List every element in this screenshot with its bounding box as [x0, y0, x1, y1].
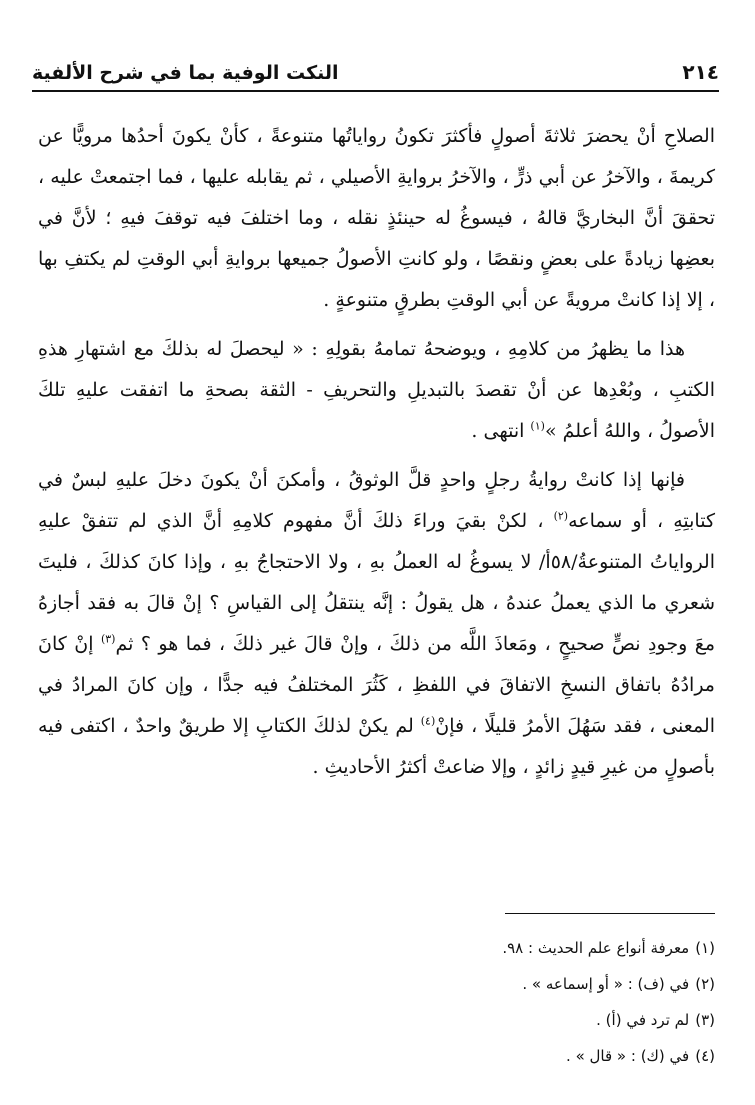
footnote-reference-2: (٢)	[553, 509, 569, 523]
paragraph-2-ending: انتهى .	[471, 420, 531, 442]
paragraph-3-text-a: فإنها إذا كانتْ روايةُ رجلٍ واحدٍ قلَّ الوثوقُ ، وأمكنَ أنْ يكونَ دخلَ عليهِ لبسٌ في كتابتِهِ ، أو سماعه	[38, 469, 715, 532]
page-header	[32, 50, 719, 92]
footnote-separator	[505, 913, 715, 914]
footnote-text: معرفة أنواع علم الحديث : ٩٨.	[502, 939, 690, 957]
paragraph-3-text-b: ، لكنْ بقيَ وراءَ ذلكَ أنَّ مفهوم كلامِهِ أنَّ الذي لم تتفقْ عليهِ الرواياتُ المتنوعةُ/٥٨أ/ لا يسوغُ له العملُ بهِ ، ولا الاحتجاجُ بهِ ، وإذا كانَ كذلكَ ، فليتَ شعري ما الذي يعملُ عندهُ ، هل يقولُ : إنَّه ينتقلُ إلى القياسِ ؟ إنْ قالَ به فقد أجازهُ معَ وجودِ نصٍّ صحيحٍ ، ومَعاذَ اللَّه من ذلكَ ، وإنْ قالَ غير ذلكَ ، فما هو ؟ ثم	[38, 510, 716, 655]
paragraph-2	[38, 329, 715, 452]
paragraph-1: الصلاحِ أنْ يحضرَ ثلاثةَ أصولٍ فأكثرَ تكونُ رواياتُها متنوعةً ، كأنْ يكونَ أحدُها مرويًّا عن كريمةَ ، والآخرُ عن أبي ذرٍّ ، والآخرُ بروايةِ الأصيلي ، ثم يقابله عليها ، فما اجتمعتْ عليه ، تحققَ أنَّ البخاريَّ قالهُ ، فيسوغُ له حينئذٍ نقله ، وما اختلفَ فيه توقفَ فيهِ ؛ لأنَّ في بعضِها زيادةً على بعضٍ ونقصًا ، ولو كانتِ الأصولُ جميعها بروايةِ أبي الوقتِ لم يكتفِ بها ، إلا إذا كانتْ مرويةً عن أبي الوقتِ بطرقٍ متنوعةٍ .	[38, 125, 715, 311]
footnote	[40, 1002, 715, 1038]
paragraph-3	[38, 460, 715, 788]
footnote-mark: (٢)	[695, 975, 715, 993]
footnote	[40, 930, 715, 966]
footnote-mark: (٣)	[695, 1011, 715, 1029]
footnote-text: في (ك) : « قال » .	[566, 1047, 690, 1065]
footnote-text: في (ف) : « أو إسماعه » .	[522, 975, 690, 993]
main-text	[38, 116, 715, 796]
footnote-mark: (٤)	[695, 1047, 715, 1065]
footnote-reference-4: (٤)	[420, 714, 436, 728]
footnotes	[40, 930, 715, 1074]
footnote-text: لم ترد في (أ) .	[596, 1011, 690, 1029]
paragraph-3-text-d: لم يكنْ لذلكَ الكتابِ إلا طريقٌ واحدٌ ، اكتفى فيه بأصولٍ من غيرِ قيدٍ زائدٍ ، وإلا ضاعتْ أكثرُ الأحاديثِ .	[38, 715, 715, 778]
footnote-reference-3: (٣)	[100, 632, 116, 646]
page-number: ٢١٤	[682, 60, 719, 84]
footnote	[40, 1038, 715, 1074]
paragraph-2-text: هذا ما يظهرُ من كلامِهِ ، ويوضحهُ تمامهُ بقولِهِ : « ليحصلَ له بذلكَ مع اشتهارِ هذهِ الكتبِ ، وبُعْدِها عن أنْ تقصدَ بالتبديلِ والتحريفِ - الثقة بصحةِ ما اتفقت عليهِ تلكَ الأصولُ ، واللهُ أعلمُ »	[38, 338, 715, 442]
footnote	[40, 966, 715, 1002]
running-title: النكت الوفية بما في شرح الألفية	[32, 62, 339, 84]
footnote-mark: (١)	[695, 939, 715, 957]
paragraph-3-text-c: إنْ كانَ مرادُهُ باتفاق النسخِ الاتفاقَ في اللفظِ ، كَثُرَ المختلفُ فيه جدًّا ، وإن كانَ المرادُ في المعنى ، فقد سَهُلَ الأمرُ قليلًا ، فإنْ	[38, 633, 715, 737]
footnote-reference-1: (١)	[530, 419, 545, 433]
